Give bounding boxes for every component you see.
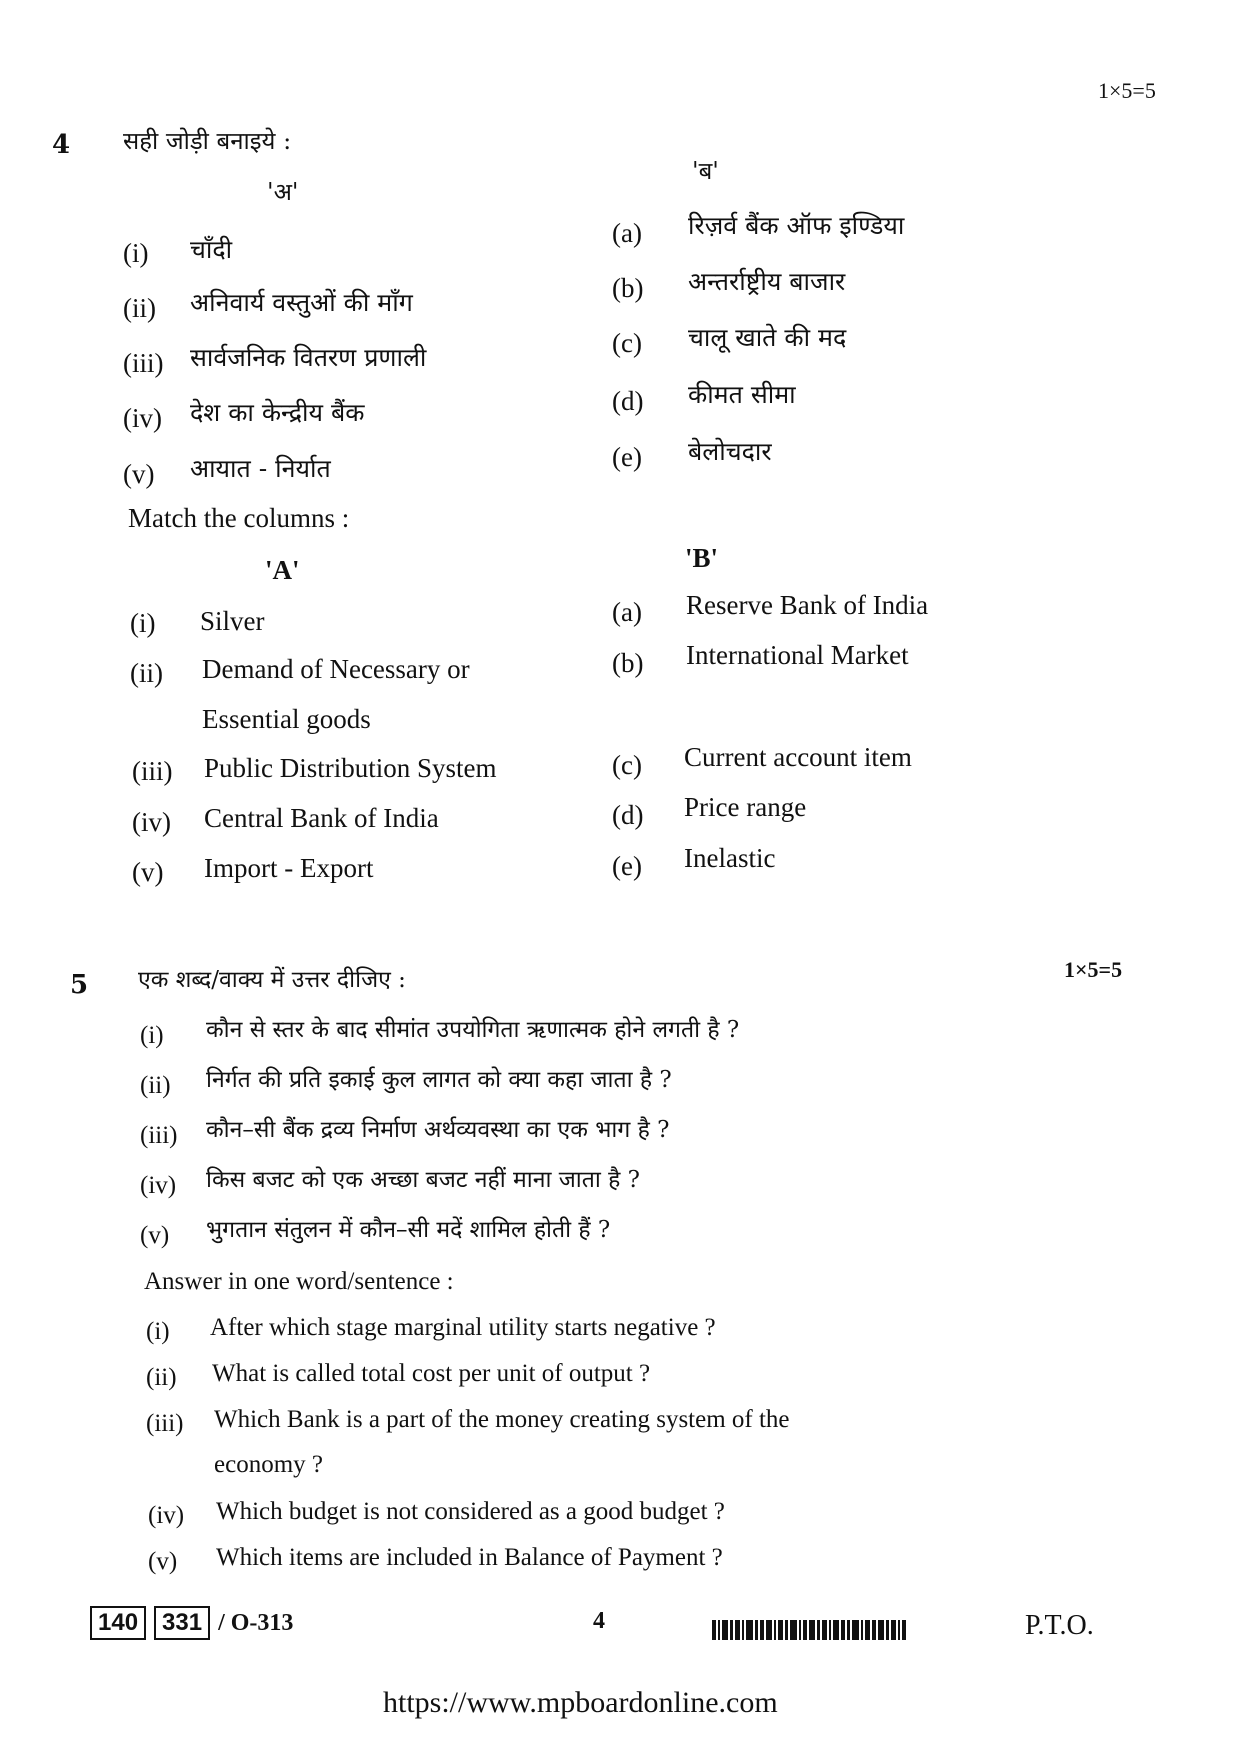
q5-hindi-instruction: एक शब्द/वाक्य में उत्तर दीजिए : [138,967,406,993]
list-item: भुगतान संतुलन में कौन–सी मदें शामिल होती हैं ? [206,1217,611,1243]
list-item-label: (ii) [146,1364,177,1391]
q5-marks: 1×5=5 [1064,957,1123,982]
barcode-icon [712,1620,906,1640]
list-item: आयात - निर्यात [190,454,331,483]
list-item: कीमत सीमा [688,380,796,409]
list-item-label: (ii) [130,658,163,688]
paper-code-box-2: 331 [154,1606,210,1640]
list-item-label: (v) [140,1222,170,1249]
list-item: निर्गत की प्रति इकाई कुल लागत को क्या कहा जाता है ? [206,1067,672,1093]
list-item: रिज़र्व बैंक ऑफ इण्डिया [688,211,905,240]
q5-english-instruction: Answer in one word/sentence : [144,1268,454,1295]
q4-english-col-b-header: 'B' [685,543,719,573]
list-item: किस बजट को एक अच्छा बजट नहीं माना जाता है ? [206,1167,640,1193]
list-item-label: (d) [612,800,644,830]
page-number: 4 [593,1608,605,1634]
list-item-label: (iv) [140,1172,177,1199]
list-item: economy ? [214,1451,323,1478]
list-item: Reserve Bank of India [686,590,929,620]
list-item: सार्वजनिक वितरण प्रणाली [190,343,427,372]
list-item-label: (a) [612,597,642,627]
q4-hindi-col-a-header: 'अ' [267,178,299,206]
list-item-label: (iii) [123,348,164,378]
list-item: Silver [200,606,265,636]
list-item: देश का केन्द्रीय बैंक [190,398,365,427]
q4-hindi-instruction: सही जोड़ी बनाइये : [123,127,292,155]
list-item: चालू खाते की मद [688,323,847,352]
q5-number: 5 [70,970,89,1000]
list-item-label: (iv) [123,403,162,433]
list-item: Essential goods [202,704,371,734]
paper-code [90,1606,293,1640]
list-item-label: (c) [612,328,642,358]
list-item: कौन से स्तर के बाद सीमांत उपयोगिता ऋणात्मक होने लगती है ? [206,1017,740,1043]
paper-code-suffix: / O-313 [218,1609,294,1636]
list-item-label: (iii) [132,756,173,786]
list-item-label: (iv) [132,807,171,837]
list-item-label: (i) [123,238,149,268]
list-item: Which budget is not considered as a good budget ? [216,1498,725,1525]
paper-code-box-1: 140 [90,1606,146,1640]
list-item-label: (v) [123,459,155,489]
list-item: What is called total cost per unit of output ? [212,1360,651,1387]
list-item: Price range [684,792,807,822]
q4-hindi-col-b-header: 'ब' [692,157,719,185]
list-item-label: (i) [130,608,156,638]
list-item-label: (b) [612,648,644,678]
footer-url[interactable]: https://www.mpboardonline.com [383,1686,778,1719]
list-item: Public Distribution System [204,753,497,783]
list-item-label: (e) [612,851,642,881]
list-item-label: (a) [612,218,642,248]
list-item: Central Bank of India [204,803,439,833]
list-item: Current account item [684,742,912,772]
list-item-label: (v) [132,857,164,887]
list-item-label: (i) [140,1022,164,1049]
list-item-label: (v) [148,1548,178,1575]
list-item-label: (iv) [148,1502,185,1529]
list-item: अनिवार्य वस्तुओं की माँग [190,288,413,317]
list-item: अन्तर्राष्ट्रीय बाजार [688,267,846,296]
list-item: After which stage marginal utility starts negative ? [210,1314,716,1341]
q4-number: 4 [52,130,71,160]
q4-english-instruction: Match the columns : [128,503,350,533]
list-item-label: (iii) [146,1410,184,1437]
list-item: International Market [686,640,909,670]
list-item: कौन–सी बैंक द्रव्य निर्माण अर्थव्यवस्था का एक भाग है ? [206,1117,670,1143]
list-item-label: (ii) [123,293,156,323]
list-item: Inelastic [684,843,776,873]
q4-marks: 1×5=5 [1098,78,1156,103]
pto-label: P.T.O. [1025,1610,1094,1641]
list-item-label: (ii) [140,1072,171,1099]
list-item: चाँदी [190,235,233,264]
list-item-label: (d) [612,386,644,416]
list-item: Which Bank is a part of the money creating system of the [214,1406,790,1433]
list-item: Import - Export [204,853,374,883]
list-item: Demand of Necessary or [202,654,470,684]
list-item-label: (c) [612,750,642,780]
list-item: बेलोचदार [688,437,772,466]
list-item-label: (e) [612,442,642,472]
q4-english-col-a-header: 'A' [265,555,300,585]
list-item-label: (i) [146,1318,170,1345]
list-item: Which items are included in Balance of Payment ? [216,1544,723,1571]
list-item-label: (b) [612,273,644,303]
list-item-label: (iii) [140,1122,178,1149]
